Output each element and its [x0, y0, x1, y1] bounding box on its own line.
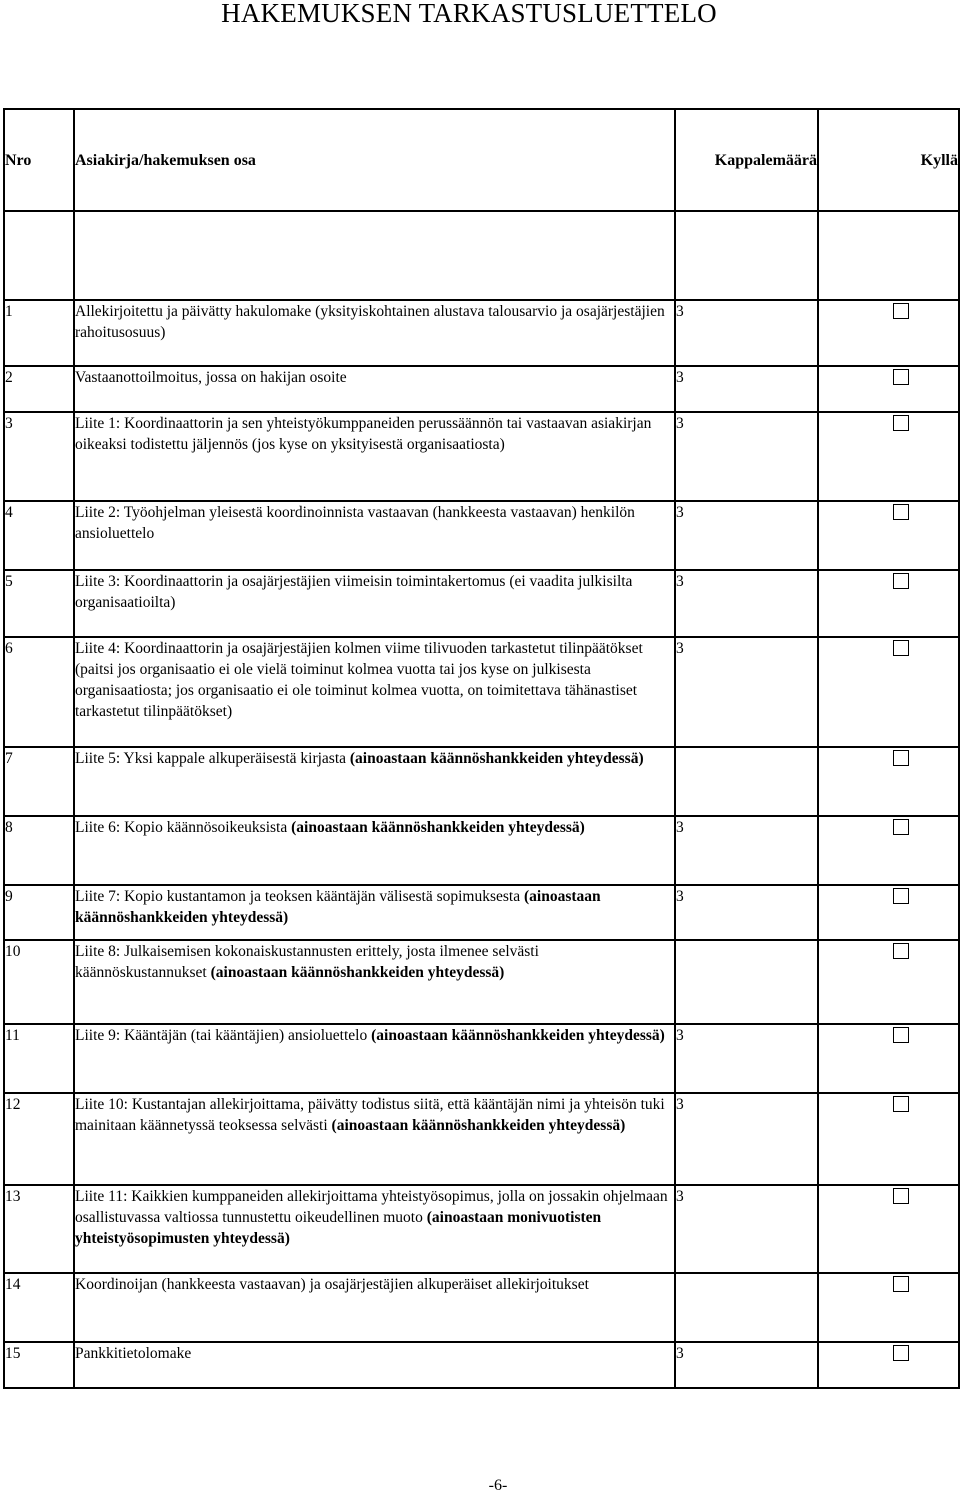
row-description-text: Liite 10: Kustantajan allekirjoittama, päivätty todistus siitä, että kääntäjän nimi ja yhteisön tuki mainitaan käännetyssä teoksessa selvästi: [75, 1096, 665, 1134]
table-row: [4, 412, 959, 501]
row-description: [74, 366, 675, 412]
checklist-table: [3, 108, 960, 1389]
row-count: 3: [675, 570, 818, 637]
row-description-bold: (ainoastaan käännöshankkeiden yhteydessä): [291, 819, 585, 836]
row-count: 3: [675, 1185, 818, 1273]
row-description-bold: (ainoastaan käännöshankkeiden yhteydessä): [331, 1117, 626, 1134]
row-description-text: Liite 1: Koordinaattorin ja sen yhteistyökumppaneiden perussäännön tai vastaavan asiakirjan oikeaksi todistettu jäljennös (jos kyse on yksityisestä organisaatiosta): [75, 415, 652, 453]
row-description-bold: (ainoastaan käännöshankkeiden yhteydessä): [210, 964, 505, 981]
row-description-bold: (ainoastaan käännöshankkeiden yhteydessä): [349, 750, 644, 767]
row-yes-cell: [818, 637, 959, 747]
row-description: [74, 816, 675, 885]
row-number: 11: [4, 1024, 74, 1093]
row-number: 1: [4, 300, 74, 366]
table-row: [4, 300, 959, 366]
row-count: 3: [675, 1024, 818, 1093]
row-yes-cell: [818, 885, 959, 940]
table-row: [4, 637, 959, 747]
table-row: [4, 1185, 959, 1273]
yes-checkbox[interactable]: [893, 369, 909, 385]
document-title: HAKEMUKSEN TARKASTUSLUETTELO: [221, 0, 717, 28]
blank-cell: [74, 211, 675, 300]
yes-checkbox[interactable]: [893, 1188, 909, 1204]
row-description: [74, 1342, 675, 1388]
table-row: [4, 501, 959, 570]
row-description-text: Liite 7: Kopio kustantamon ja teoksen kääntäjän välisestä sopimuksesta: [75, 888, 524, 905]
row-yes-cell: [818, 366, 959, 412]
row-count: [675, 747, 818, 816]
row-number: 9: [4, 885, 74, 940]
row-count: 3: [675, 366, 818, 412]
row-number: 2: [4, 366, 74, 412]
row-description-text: Liite 6: Kopio käännösoikeuksista: [75, 819, 292, 836]
row-yes-cell: [818, 1342, 959, 1388]
row-description: [74, 570, 675, 637]
yes-checkbox[interactable]: [893, 1345, 909, 1361]
row-number: 5: [4, 570, 74, 637]
row-description-text: Koordinoijan (hankkeesta vastaavan) ja osajärjestäjien alkuperäiset allekirjoitukset: [75, 1276, 589, 1293]
row-description: [74, 300, 675, 366]
table-row: [4, 1273, 959, 1342]
yes-checkbox[interactable]: [893, 573, 909, 589]
row-description-text: Liite 2: Työohjelman yleisestä koordinoinnista vastaavan (hankkeesta vastaavan) henkilön ansioluettelo: [75, 504, 635, 542]
row-count: [675, 940, 818, 1024]
row-description-text: Pankkitietolomake: [75, 1345, 192, 1362]
row-description: [74, 412, 675, 501]
blank-cell: [818, 211, 959, 300]
table-row: [4, 885, 959, 940]
row-yes-cell: [818, 816, 959, 885]
row-yes-cell: [818, 1024, 959, 1093]
table-row: [4, 816, 959, 885]
row-yes-cell: [818, 501, 959, 570]
row-description-bold: (ainoastaan käännöshankkeiden yhteydessä): [371, 1027, 665, 1044]
table-row: [4, 1093, 959, 1185]
row-description: [74, 885, 675, 940]
row-description-text: Liite 4: Koordinaattorin ja osajärjestäjien kolmen viime tilivuoden tarkastetut tilinpäätökset (paitsi jos organisaatio ei ole vielä toiminut kolmea vuotta tai jos kyse on julkisesta organisaatiosta; jos organisaatio ei ole toiminut kolmea vuotta, on toimitettava tähänastiset tarkastetut tilinpäätökset): [75, 640, 643, 720]
blank-row: [4, 211, 959, 300]
row-yes-cell: [818, 412, 959, 501]
row-description: [74, 501, 675, 570]
table-row: [4, 1342, 959, 1388]
yes-checkbox[interactable]: [893, 943, 909, 959]
row-description: [74, 1093, 675, 1185]
row-count: 3: [675, 885, 818, 940]
yes-checkbox[interactable]: [893, 1276, 909, 1292]
yes-checkbox[interactable]: [893, 1027, 909, 1043]
row-description: [74, 637, 675, 747]
row-count: 3: [675, 412, 818, 501]
yes-checkbox[interactable]: [893, 1096, 909, 1112]
row-description: [74, 747, 675, 816]
row-description-bold: (ainoastaan käännöshankkeiden yhteydessä): [75, 888, 601, 926]
blank-cell: [675, 211, 818, 300]
row-number: 10: [4, 940, 74, 1024]
row-count: 3: [675, 1342, 818, 1388]
row-description: [74, 1024, 675, 1093]
table-row: [4, 747, 959, 816]
table-header-row: [4, 109, 959, 211]
table-row: [4, 570, 959, 637]
row-description-text: Liite 9: Kääntäjän (tai kääntäjien) ansioluettelo: [75, 1027, 372, 1044]
row-yes-cell: [818, 940, 959, 1024]
row-description-text: Allekirjoitettu ja päivätty hakulomake (yksityiskohtainen alustava talousarvio ja osajärjestäjien rahoitusosuus): [75, 303, 665, 341]
row-yes-cell: [818, 570, 959, 637]
yes-checkbox[interactable]: [893, 415, 909, 431]
row-count: [675, 1273, 818, 1342]
row-description-text: Liite 11: Kaikkien kumppaneiden allekirjoittama yhteistyösopimus, jolla on jossakin ohjelmaan osallistuvassa valtiossa tunnustettu oikeudellinen muoto: [75, 1188, 668, 1226]
row-number: 6: [4, 637, 74, 747]
page-number: -6-: [488, 1477, 508, 1494]
row-number: 7: [4, 747, 74, 816]
yes-checkbox[interactable]: [893, 504, 909, 520]
yes-checkbox[interactable]: [893, 303, 909, 319]
column-header-yes: Kyllä: [818, 109, 959, 211]
row-description-bold: (ainoastaan monivuotisten yhteistyösopimusten yhteydessä): [75, 1209, 602, 1247]
row-number: 4: [4, 501, 74, 570]
row-description-text: Liite 8: Julkaisemisen kokonaiskustannusten erittely, josta ilmenee selvästi käännöskustannukset: [75, 943, 539, 981]
yes-checkbox[interactable]: [893, 640, 909, 656]
yes-checkbox[interactable]: [893, 888, 909, 904]
row-yes-cell: [818, 1093, 959, 1185]
yes-checkbox[interactable]: [893, 750, 909, 766]
row-number: 12: [4, 1093, 74, 1185]
row-yes-cell: [818, 1273, 959, 1342]
table-row: [4, 940, 959, 1024]
row-description-text: Vastaanottoilmoitus, jossa on hakijan osoite: [75, 369, 347, 386]
row-yes-cell: [818, 300, 959, 366]
row-description: [74, 1185, 675, 1273]
yes-checkbox[interactable]: [893, 819, 909, 835]
column-header-count: Kappalemäärä: [675, 109, 818, 211]
row-description: [74, 940, 675, 1024]
row-count: 3: [675, 816, 818, 885]
row-count: 3: [675, 1093, 818, 1185]
row-number: 13: [4, 1185, 74, 1273]
column-header-document: Asiakirja/hakemuksen osa: [74, 109, 675, 211]
table-row: [4, 1024, 959, 1093]
row-number: 8: [4, 816, 74, 885]
row-count: 3: [675, 637, 818, 747]
row-yes-cell: [818, 747, 959, 816]
row-description: [74, 1273, 675, 1342]
row-count: 3: [675, 300, 818, 366]
row-description-text: Liite 5: Yksi kappale alkuperäisestä kirjasta: [75, 750, 350, 767]
row-count: 3: [675, 501, 818, 570]
blank-cell: [4, 211, 74, 300]
table-row: [4, 366, 959, 412]
row-number: 3: [4, 412, 74, 501]
column-header-nro: Nro: [4, 109, 74, 211]
row-description-text: Liite 3: Koordinaattorin ja osajärjestäjien viimeisin toimintakertomus (ei vaadita julkisilta organisaatioilta): [75, 573, 633, 611]
row-number: 15: [4, 1342, 74, 1388]
row-number: 14: [4, 1273, 74, 1342]
row-yes-cell: [818, 1185, 959, 1273]
